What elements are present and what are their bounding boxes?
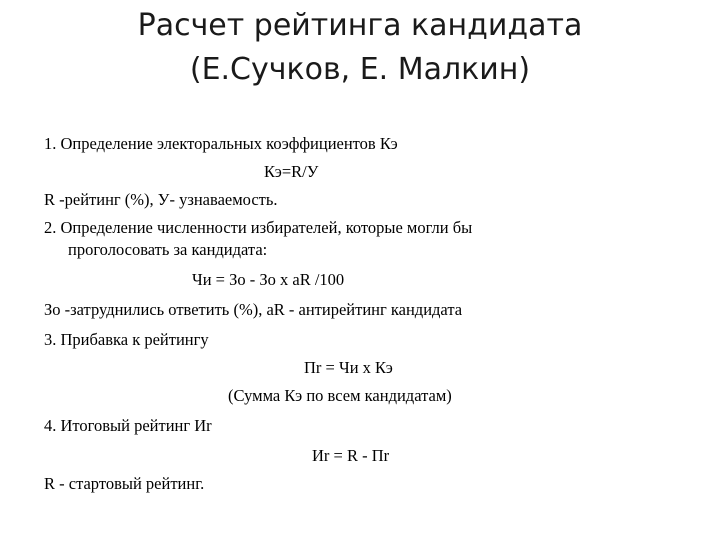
slide-title (0, 4, 720, 92)
formula-denominator-note: (Сумма Кэ по всем кандидатам) (228, 386, 452, 405)
definition-rating-recognition: R -рейтинг (%), У- узнаваемость. (44, 190, 278, 209)
step-3-heading: 3. Прибавка к рейтингу (44, 330, 209, 349)
definition-undecided-antirating: Зо -затруднились ответить (%), аR - антирейтинг кандидата (44, 300, 463, 319)
formula-voter-count: Чи = Зо - Зо х аR /100 (192, 270, 345, 289)
title-line-2: (Е.Сучков, Е. Малкин) (189, 52, 531, 87)
step-2-heading-continued: проголосовать за кандидата: (68, 240, 268, 259)
title-line-1: Расчет рейтинга кандидата (137, 8, 583, 43)
step-2-heading: 2. Определение численности избирателей, которые могли бы (44, 218, 473, 237)
formula-rating-increase: Пr = Чи х Кэ (304, 358, 393, 377)
step-1-heading: 1. Определение электоральных коэффициентов Кэ (44, 134, 398, 153)
formula-electoral-coefficient: Кэ=R/У (264, 162, 319, 181)
formula-final-rating: Иr = R - Пr (312, 446, 390, 465)
definition-starting-rating: R - стартовый рейтинг. (44, 474, 205, 493)
step-4-heading: 4. Итоговый рейтинг Иr (44, 416, 212, 435)
